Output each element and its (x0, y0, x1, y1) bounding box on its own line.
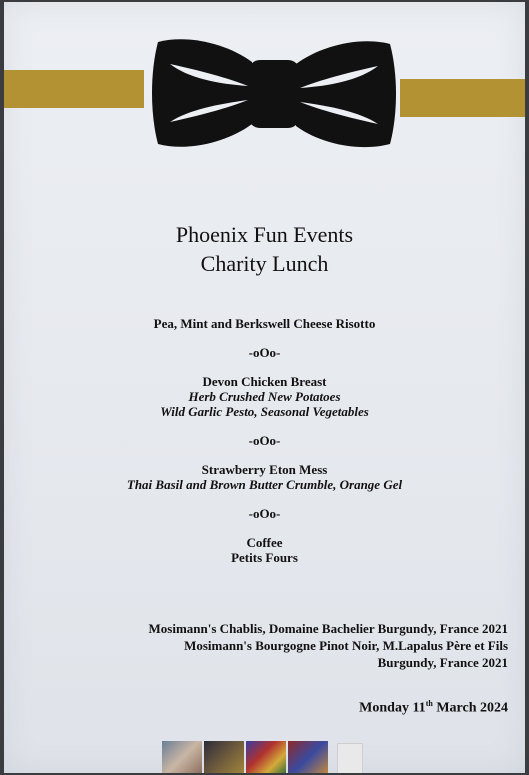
wine-line-2: Mosimann's Bourgogne Pinot Noir, M.Lapalus Père et Fils (184, 638, 508, 653)
date-prefix: Monday 11 (359, 700, 426, 716)
gold-ribbon-right (400, 79, 525, 117)
event-date (359, 699, 508, 717)
menu-card (4, 2, 525, 773)
wine-list (149, 620, 508, 671)
photo-thumbnail (162, 741, 202, 773)
qr-code-icon (337, 743, 363, 773)
photo-thumbnail (288, 741, 328, 773)
main-side-1: Herb Crushed New Potatoes (188, 389, 341, 404)
dessert-detail: Thai Basil and Brown Butter Crumble, Orange Gel (126, 477, 403, 492)
course-separator: -oOo- (248, 345, 281, 360)
wine-line-3: Burgundy, France 2021 (377, 655, 508, 670)
bowtie-icon (148, 34, 400, 152)
starter-course: Pea, Mint and Berkswell Cheese Risotto (153, 316, 376, 331)
photo-thumbnail (246, 741, 286, 773)
dessert-course: Strawberry Eton Mess (201, 462, 328, 477)
gold-ribbon-left (4, 70, 144, 108)
wine-line-1: Mosimann's Chablis, Domaine Bachelier Burgundy, France 2021 (148, 621, 508, 636)
petits-fours-item: Petits Fours (231, 550, 298, 565)
course-separator: -oOo- (248, 433, 281, 448)
photo-thumbnail (204, 741, 244, 773)
date-rest: March 2024 (432, 700, 508, 716)
title-line-2: Charity Lunch (200, 251, 329, 276)
date-ordinal: th (425, 699, 433, 708)
sponsor-logos (162, 741, 330, 773)
main-course: Devon Chicken Breast (202, 374, 327, 389)
main-side-2: Wild Garlic Pesto, Seasonal Vegetables (160, 404, 369, 419)
menu-list (4, 316, 525, 565)
coffee-item: Coffee (246, 535, 283, 550)
course-separator: -oOo- (248, 506, 281, 521)
event-title (4, 220, 525, 278)
title-line-1: Phoenix Fun Events (175, 222, 354, 247)
